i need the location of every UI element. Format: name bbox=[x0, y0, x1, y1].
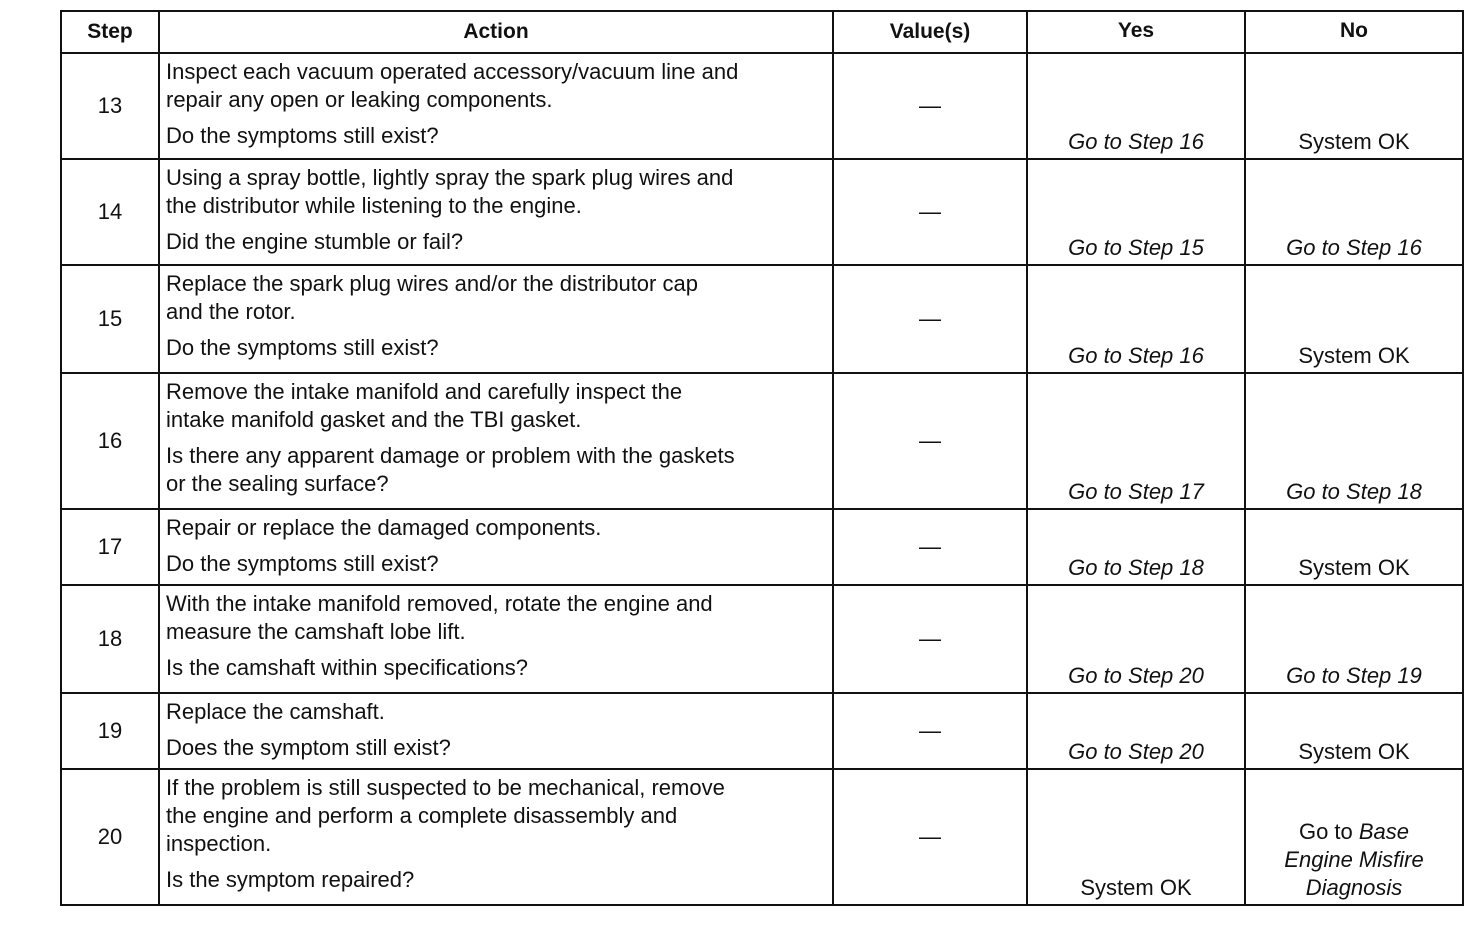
go-to-text: Go to bbox=[1298, 819, 1359, 844]
diagnostic-table bbox=[60, 10, 1464, 906]
step-number: 16 bbox=[61, 373, 159, 509]
table-row bbox=[61, 373, 1463, 509]
no-cell-line bbox=[1246, 818, 1462, 846]
value-cell: — bbox=[833, 53, 1027, 159]
header-step: Step bbox=[61, 11, 159, 53]
value-cell: — bbox=[833, 373, 1027, 509]
action-cell bbox=[159, 509, 833, 585]
value-cell: — bbox=[833, 265, 1027, 373]
action-question: Do the symptoms still exist? bbox=[166, 335, 439, 360]
header-values: Value(s) bbox=[833, 11, 1027, 53]
action-cell bbox=[159, 769, 833, 905]
table-row bbox=[61, 159, 1463, 265]
no-cell: Go to Step 16 bbox=[1245, 159, 1463, 265]
table-row bbox=[61, 693, 1463, 769]
value-cell: — bbox=[833, 585, 1027, 693]
action-line: Remove the intake manifold and carefully inspect the bbox=[166, 379, 683, 404]
step-number: 15 bbox=[61, 265, 159, 373]
action-cell bbox=[159, 693, 833, 769]
step-number: 17 bbox=[61, 509, 159, 585]
value-cell: — bbox=[833, 693, 1027, 769]
action-cell bbox=[159, 53, 833, 159]
table-row bbox=[61, 585, 1463, 693]
step-number: 20 bbox=[61, 769, 159, 905]
action-question: Do the symptoms still exist? bbox=[166, 123, 439, 148]
action-line: Replace the spark plug wires and/or the distributor cap bbox=[166, 271, 698, 296]
yes-cell: Go to Step 20 bbox=[1027, 693, 1245, 769]
action-question: or the sealing surface? bbox=[166, 471, 389, 496]
action-question: Is the symptom repaired? bbox=[166, 867, 415, 892]
diagnosis-reference: Diagnosis bbox=[1305, 875, 1403, 900]
action-line: the distributor while listening to the engine. bbox=[166, 193, 582, 218]
action-question: Does the symptom still exist? bbox=[166, 735, 451, 760]
action-cell bbox=[159, 585, 833, 693]
no-cell: System OK bbox=[1245, 265, 1463, 373]
table-row bbox=[61, 265, 1463, 373]
action-line: If the problem is still suspected to be mechanical, remove bbox=[166, 775, 725, 800]
action-line: the engine and perform a complete disassembly and bbox=[166, 803, 678, 828]
action-cell bbox=[159, 265, 833, 373]
action-question: Is there any apparent damage or problem with the gaskets bbox=[166, 443, 735, 468]
table-row bbox=[61, 509, 1463, 585]
action-line: Inspect each vacuum operated accessory/vacuum line and bbox=[166, 59, 739, 84]
header-yes: Yes bbox=[1027, 11, 1245, 53]
action-line: With the intake manifold removed, rotate the engine and bbox=[166, 591, 713, 616]
no-cell: Go to Step 18 bbox=[1245, 373, 1463, 509]
yes-cell: Go to Step 20 bbox=[1027, 585, 1245, 693]
step-number: 19 bbox=[61, 693, 159, 769]
header-action: Action bbox=[159, 11, 833, 53]
action-line: and the rotor. bbox=[166, 299, 296, 324]
action-line: Repair or replace the damaged components. bbox=[166, 515, 602, 540]
yes-cell: Go to Step 16 bbox=[1027, 265, 1245, 373]
table-row bbox=[61, 53, 1463, 159]
action-cell bbox=[159, 159, 833, 265]
yes-cell: System OK bbox=[1027, 769, 1245, 905]
step-number: 14 bbox=[61, 159, 159, 265]
yes-cell: Go to Step 18 bbox=[1027, 509, 1245, 585]
action-line: measure the camshaft lobe lift. bbox=[166, 619, 466, 644]
header-no: No bbox=[1245, 11, 1463, 53]
action-line: Using a spray bottle, lightly spray the spark plug wires and bbox=[166, 165, 734, 190]
action-line: repair any open or leaking components. bbox=[166, 87, 553, 112]
action-question: Is the camshaft within specifications? bbox=[166, 655, 528, 680]
header-row bbox=[61, 11, 1463, 53]
action-line: inspection. bbox=[166, 831, 272, 856]
value-cell: — bbox=[833, 159, 1027, 265]
diagnosis-reference: Engine Misfire bbox=[1284, 847, 1424, 872]
action-line: Replace the camshaft. bbox=[166, 699, 385, 724]
table-row bbox=[61, 769, 1463, 905]
action-question: Do the symptoms still exist? bbox=[166, 551, 439, 576]
value-cell: — bbox=[833, 769, 1027, 905]
no-cell: System OK bbox=[1245, 693, 1463, 769]
value-cell: — bbox=[833, 509, 1027, 585]
yes-cell: Go to Step 15 bbox=[1027, 159, 1245, 265]
yes-cell: Go to Step 17 bbox=[1027, 373, 1245, 509]
diagnosis-reference: Base bbox=[1358, 819, 1410, 844]
step-number: 13 bbox=[61, 53, 159, 159]
action-cell bbox=[159, 373, 833, 509]
no-cell: System OK bbox=[1245, 53, 1463, 159]
no-cell: System OK bbox=[1245, 509, 1463, 585]
no-cell bbox=[1245, 769, 1463, 905]
no-cell: Go to Step 19 bbox=[1245, 585, 1463, 693]
action-line: intake manifold gasket and the TBI gasket. bbox=[166, 407, 582, 432]
yes-cell: Go to Step 16 bbox=[1027, 53, 1245, 159]
action-question: Did the engine stumble or fail? bbox=[166, 229, 464, 254]
step-number: 18 bbox=[61, 585, 159, 693]
